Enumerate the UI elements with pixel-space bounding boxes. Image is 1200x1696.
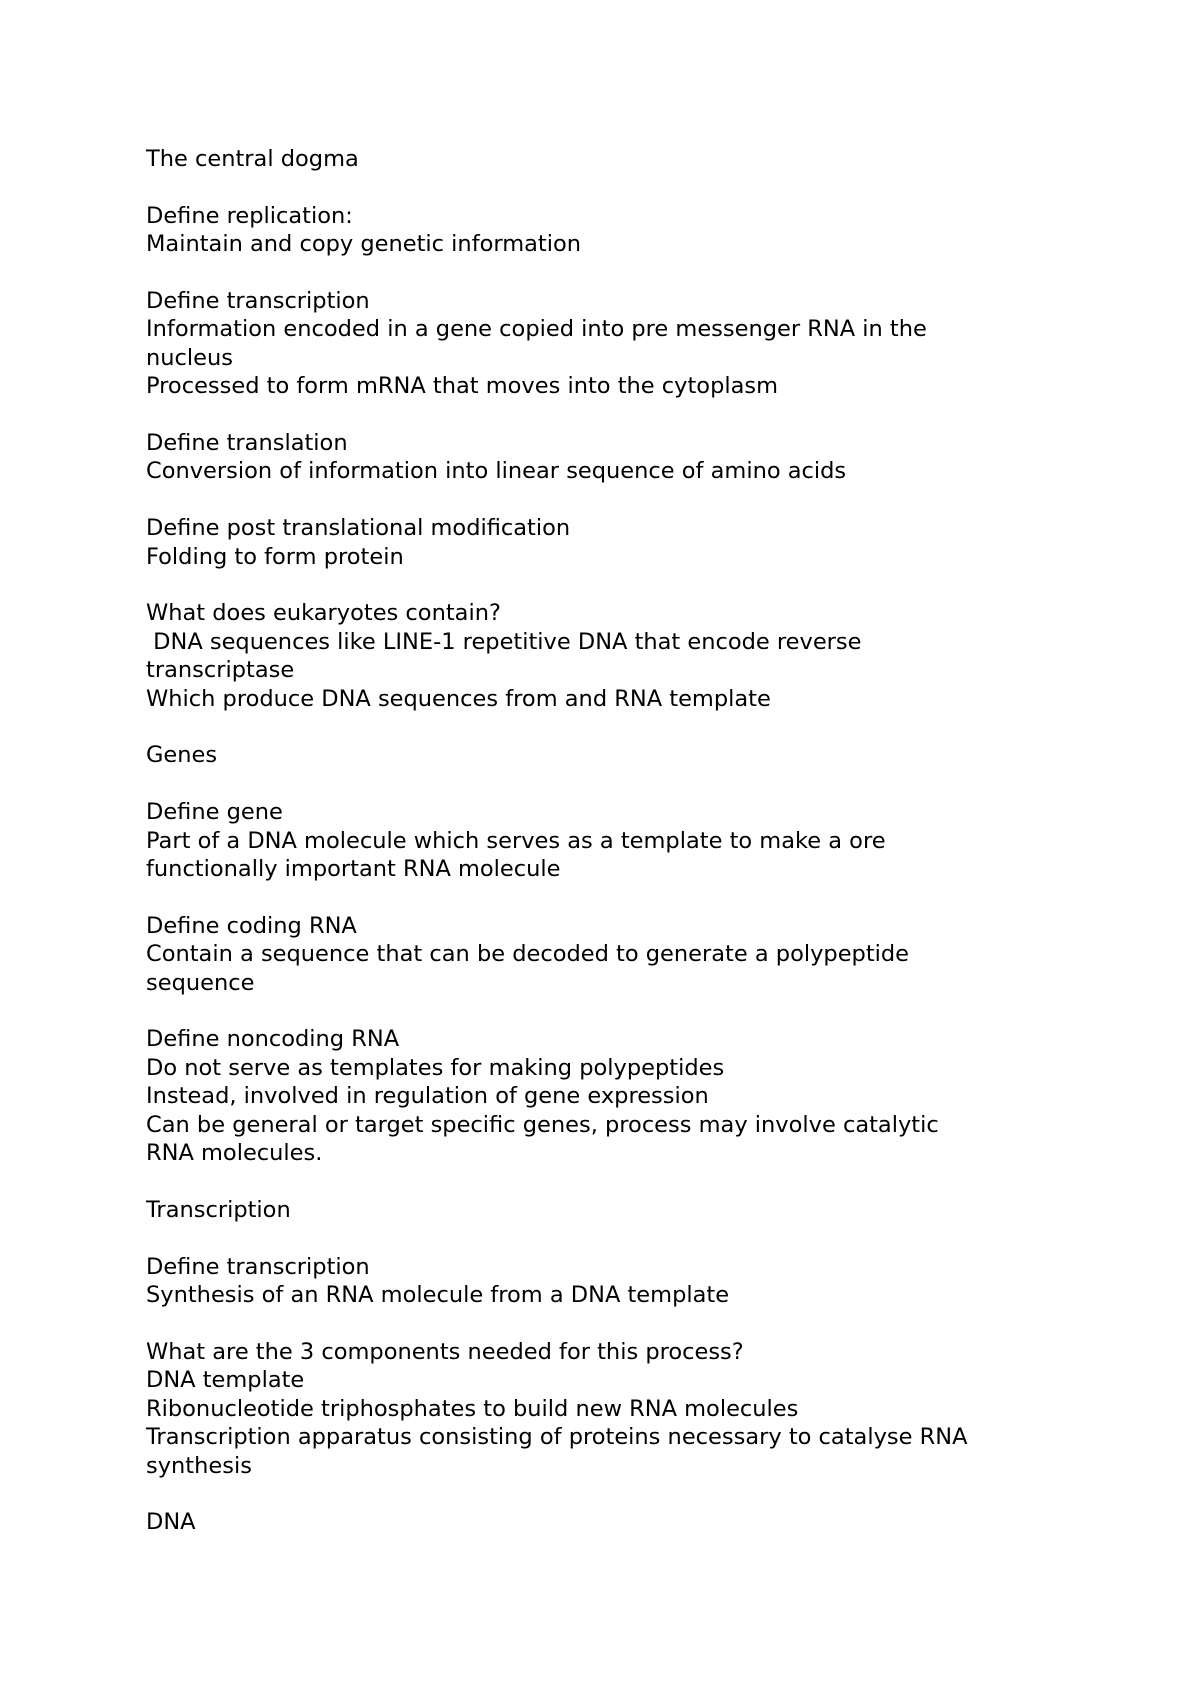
text-line: RNA molecules. [146, 1140, 323, 1167]
text-line: What are the 3 components needed for this process? [146, 1338, 744, 1365]
text-line: Genes [146, 742, 218, 769]
blank-line [146, 259, 1046, 287]
text-line: Define noncoding RNA [146, 1026, 400, 1053]
blank-line [146, 571, 1046, 599]
text-line: DNA sequences like LINE-1 repetitive DNA that encode reverse [146, 628, 862, 655]
text-line: nucleus [146, 344, 233, 371]
blank-line [146, 1224, 1046, 1252]
text-line: What does eukaryotes contain? [146, 600, 501, 627]
text-line: Part of a DNA molecule which serves as a template to make a ore [146, 827, 886, 854]
blank-line [146, 883, 1046, 911]
text-line: Synthesis of an RNA molecule from a DNA template [146, 1282, 730, 1309]
text-line: Define transcription [146, 288, 370, 314]
text-line: Define coding RNA [146, 912, 357, 939]
text-line: Conversion of information into linear sequence of amino acids [146, 458, 847, 485]
text-line: Contain a sequence that can be decoded to generate a polypeptide [146, 941, 910, 968]
blank-line [146, 1167, 1046, 1195]
text-line: Define transcription [146, 1253, 370, 1280]
text-line: Define post translational modification [146, 515, 571, 542]
text-line: Instead, involved in regulation of gene expression [146, 1083, 709, 1110]
blank-line [146, 1480, 1046, 1508]
text-line: Folding to form protein [146, 543, 404, 570]
text-line: DNA [146, 1509, 196, 1536]
text-line: Do not serve as templates for making polypeptides [146, 1054, 725, 1081]
text-line: Ribonucleotide triphosphates to build new RNA molecules [146, 1395, 799, 1422]
text-line: Can be general or target specific genes, process may involve catalytic [146, 1111, 939, 1138]
text-line: Which produce DNA sequences from and RNA template [146, 685, 771, 712]
text-line: Information encoded in a gene copied into pre messenger RNA in the [146, 316, 927, 343]
text-line: sequence [146, 969, 255, 996]
blank-line [146, 173, 1046, 201]
blank-line [146, 997, 1046, 1025]
text-line: synthesis [146, 1452, 252, 1479]
text-line: Define gene [146, 799, 283, 826]
text-line: Transcription [146, 1196, 291, 1223]
blank-line [146, 401, 1046, 429]
text-line: transcriptase [146, 657, 295, 684]
text-line: Define translation [146, 430, 348, 457]
text-line: functionally important RNA molecule [146, 856, 561, 883]
blank-line [146, 770, 1046, 798]
text-line: The central dogma [146, 146, 359, 172]
blank-line [146, 713, 1046, 741]
text-line: DNA template [146, 1367, 305, 1394]
document-body [146, 145, 1046, 1537]
blank-line [146, 1309, 1046, 1337]
text-line: Processed to form mRNA that moves into the cytoplasm [146, 373, 779, 400]
text-line: Maintain and copy genetic information [146, 231, 582, 258]
text-line: Define replication: [146, 202, 353, 229]
text-line: Transcription apparatus consisting of proteins necessary to catalyse RNA [146, 1424, 968, 1451]
blank-line [146, 486, 1046, 514]
